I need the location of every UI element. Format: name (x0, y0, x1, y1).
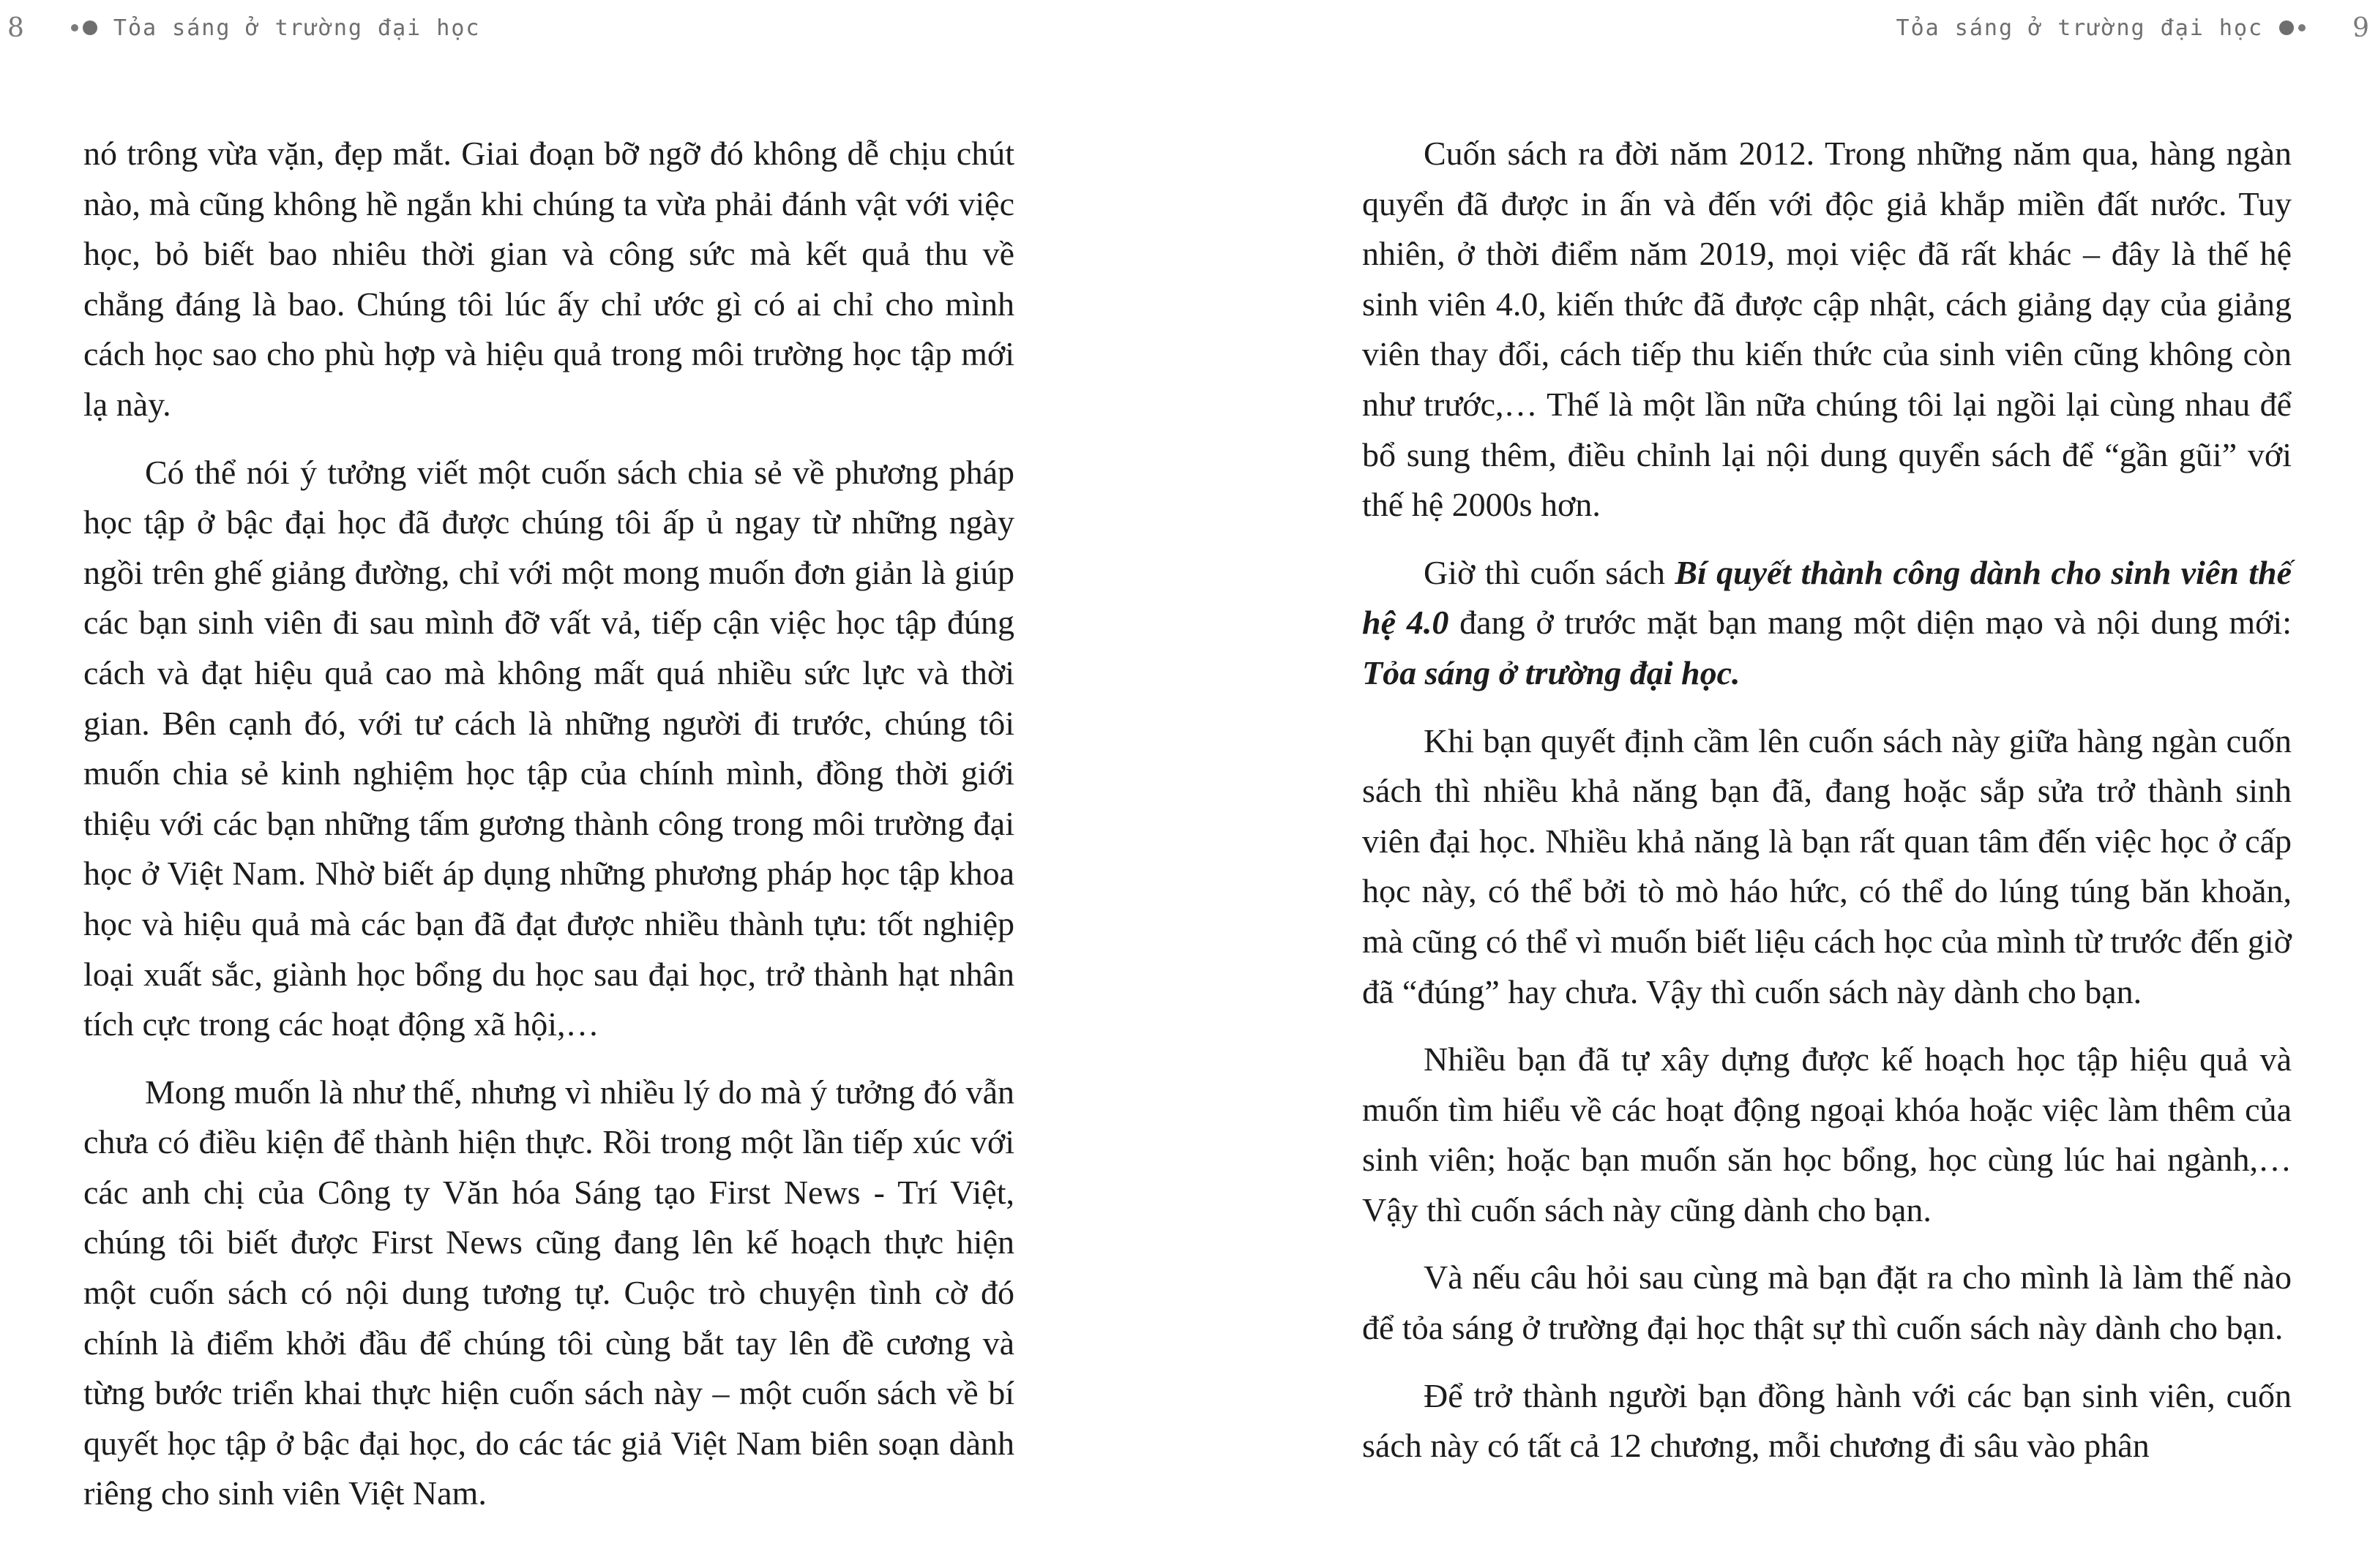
paragraph: Khi bạn quyết định cầm lên cuốn sách này giữa hàng ngàn cuốn sách thì nhiều khả năng bạn đã, đang hoặc sắp sửa trở thành sinh viên đại học. Nhiều khả năng là bạn rất quan tâm đến việc học ở cấp học này, có thể bởi tò mò háo hức, có thể do lúng túng băn khoăn, mà cũng có thể vì muốn biết liệu cách học của mình từ trước đến giờ đã “đúng” hay chưa. Vậy thì cuốn sách này dành cho bạn. (1362, 721, 2292, 1010)
paragraph (1362, 548, 2292, 699)
right-body-text (1362, 129, 2292, 1489)
left-running-title: Tỏa sáng ở trường đại học (113, 15, 481, 41)
bullet-dots-icon (71, 20, 97, 35)
text-run: Giờ thì cuốn sách (1424, 553, 1675, 591)
paragraph: Mong muốn là như thế, nhưng vì nhiều lý do mà ý tưởng đó vẫn chưa có điều kiện để thành hiện thực. Rồi trong một lần tiếp xúc với các anh chị của Công ty Văn hóa Sáng tạo First News - Trí Việt, chúng tôi biết được First News cũng đang lên kế hoạch thực hiện một cuốn sách có nội dung tương tự. Cuộc trò chuyện tình cờ đó chính là điểm khởi đầu để chúng tôi cùng bắt tay lên đề cương và từng bước triển khai thực hiện cuốn sách này – một cuốn sách về bí quyết học tập ở bậc đại học, do các tác giả Việt Nam biên soạn dành riêng cho sinh viên Việt Nam. (83, 1073, 1014, 1512)
old-book-title: Bí quyết thành công dành cho sinh viên thế hệ 4.0 (1362, 553, 2292, 642)
right-page (1189, 0, 2378, 1568)
text-run: đang ở trước mặt bạn mang một diện mạo và nội dung mới: (1448, 604, 2292, 642)
bullet-dots-icon (2279, 20, 2306, 35)
paragraph: Nhiều bạn đã tự xây dựng được kế hoạch học tập hiệu quả và muốn tìm hiểu về các hoạt động ngoại khóa hoặc việc làm thêm của sinh viên; hoặc bạn muốn săn học bổng, học cùng lúc hai ngành,… Vậy thì cuốn sách này cũng dành cho bạn. (1362, 1040, 2292, 1228)
right-page-number: 9 (2352, 12, 2369, 43)
right-page-header (1896, 10, 2369, 45)
right-running-title: Tỏa sáng ở trường đại học (1896, 15, 2264, 41)
paragraph: Để trở thành người bạn đồng hành với các bạn sinh viên, cuốn sách này có tất cả 12 chương, mỗi chương đi sâu vào phân (1362, 1376, 2292, 1465)
paragraph: Cuốn sách ra đời năm 2012. Trong những năm qua, hàng ngàn quyển đã được in ấn và đến với độc giả khắp miền đất nước. Tuy nhiên, ở thời điểm năm 2019, mọi việc đã rất khác – đây là thế hệ sinh viên 4.0, kiến thức đã được cập nhật, cách giảng dạy của giảng viên thay đổi, cách tiếp thu kiến thức của sinh viên cũng không còn như trước,… Thế là một lần nữa chúng tôi lại ngồi lại cùng nhau để bổ sung thêm, điều chỉnh lại nội dung quyển sách để “gần gũi” với thế hệ 2000s hơn. (1362, 135, 2292, 524)
left-body-text (83, 129, 1014, 1537)
paragraph: Và nếu câu hỏi sau cùng mà bạn đặt ra cho mình là làm thế nào để tỏa sáng ở trường đại học thật sự thì cuốn sách này dành cho bạn. (1362, 1258, 2292, 1347)
new-book-title: Tỏa sáng ở trường đại học. (1362, 653, 1740, 691)
left-page-header (7, 10, 480, 45)
paragraph: Có thể nói ý tưởng viết một cuốn sách chia sẻ về phương pháp học tập ở bậc đại học đã được chúng tôi ấp ủ ngay từ những ngày ngồi trên ghế giảng đường, chỉ với một mong muốn đơn giản là giúp các bạn sinh viên đi sau mình đỡ vất vả, tiếp cận việc học tập đúng cách và đạt hiệu quả cao mà không mất quá nhiều sức lực và thời gian. Bên cạnh đó, với tư cách là những người đi trước, chúng tôi muốn chia sẻ kinh nghiệm học tập của chính mình, đồng thời giới thiệu với các bạn những tấm gương thành công trong môi trường đại học ở Việt Nam. Nhờ biết áp dụng những phương pháp học tập khoa học và hiệu quả mà các bạn đã đạt được nhiều thành tựu: tốt nghiệp loại xuất sắc, giành học bổng du học sau đại học, trở thành hạt nhân tích cực trong các hoạt động xã hội,… (83, 453, 1014, 1043)
left-page-number: 8 (7, 12, 24, 43)
paragraph: nó trông vừa vặn, đẹp mắt. Giai đoạn bỡ ngỡ đó không dễ chịu chút nào, mà cũng không hề ngắn khi chúng ta vừa phải đánh vật với việc học, bỏ biết bao nhiêu thời gian và công sức mà kết quả thu về chẳng đáng là bao. Chúng tôi lúc ấy chỉ ước gì có ai chỉ cho mình cách học sao cho phù hợp và hiệu quả trong môi trường học tập mới lạ này. (83, 135, 1014, 423)
